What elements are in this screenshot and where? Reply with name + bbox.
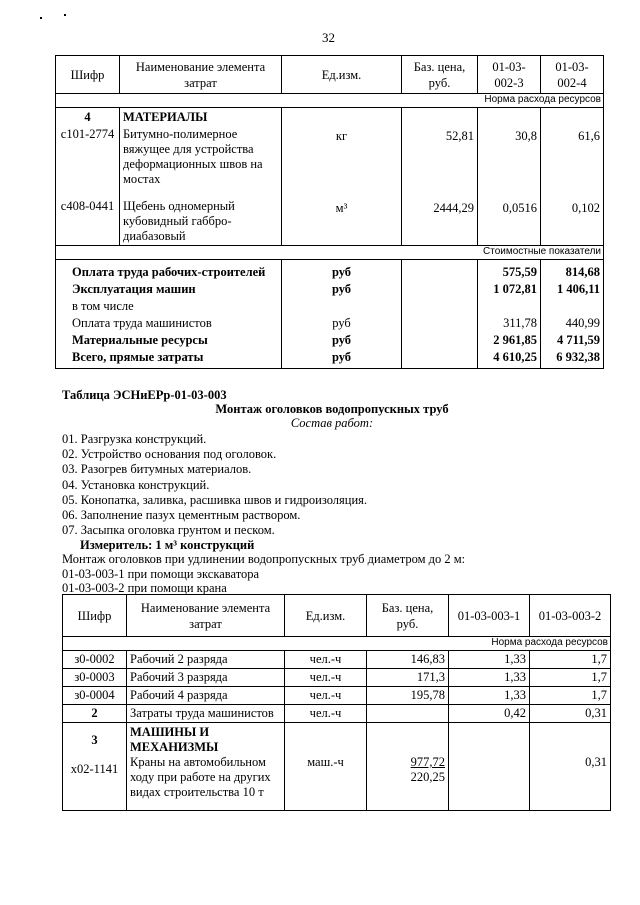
- resource-table-1: [55, 55, 604, 369]
- table-row: [63, 669, 611, 687]
- work-item: 04. Установка конструкций.: [62, 477, 210, 492]
- materials-block: [56, 108, 604, 246]
- summary-value-1: 575,59: [502, 265, 537, 279]
- table-row: [63, 651, 611, 669]
- row-name: Битумно-полимерное вяжущее для устройства деформационных швов на мостах: [123, 127, 263, 186]
- row-name: Рабочий 4 разряда: [127, 687, 285, 705]
- scan-speck: [64, 14, 66, 16]
- header-name: Наименование элемента затрат: [120, 56, 282, 94]
- summary-value-2: 440,99: [565, 316, 600, 330]
- summary-unit: руб: [332, 316, 351, 330]
- summary-name: Эксплуатация машин: [72, 282, 196, 296]
- row-unit: чел.-ч: [285, 705, 367, 723]
- summary-unit: руб: [331, 350, 352, 364]
- header-col-2: 01-03-003-2: [530, 595, 611, 637]
- header-col-1: 01-03-003-1: [449, 595, 530, 637]
- row-value-1: 1,33: [449, 669, 530, 687]
- row-value-2: 0,102: [571, 201, 600, 215]
- header-code: Шифр: [56, 56, 120, 94]
- row-price: 977,72: [410, 755, 445, 769]
- row-price: 195,78: [367, 687, 449, 705]
- table-header-row: [63, 595, 611, 637]
- summary-value-1: 4 610,25: [493, 350, 537, 364]
- resource-table-2: [62, 594, 611, 811]
- section-subheading: Состав работ:: [290, 416, 374, 430]
- row-value-2: 1,7: [530, 687, 611, 705]
- page-number: 32: [322, 30, 335, 45]
- summary-value-1: 1 072,81: [493, 282, 537, 296]
- header-code: Шифр: [63, 595, 127, 637]
- row-name: Краны на автомобильном ходу при работе на других видах строительства 10 т: [130, 755, 271, 799]
- work-item: 02. Устройство основания под оголовок.: [62, 447, 277, 462]
- row-code: 2: [63, 705, 127, 723]
- row-unit: м³: [335, 201, 348, 215]
- row-value-1: 0,0516: [502, 201, 537, 215]
- summary-name: Всего, прямые затраты: [72, 350, 204, 364]
- summary-unit: руб: [331, 333, 352, 347]
- summary-value-2: 1 406,11: [556, 282, 600, 296]
- row-code: с408-0441: [60, 199, 115, 213]
- summary-value-2: 4 711,59: [556, 333, 600, 347]
- summary-name: Материальные ресурсы: [72, 333, 208, 347]
- section-title: МАШИНЫ И МЕХАНИЗМЫ: [130, 725, 219, 754]
- header-unit: Ед.изм.: [285, 595, 367, 637]
- row-code: з0-0002: [63, 651, 127, 669]
- summary-name: Оплата труда рабочих-строителей: [72, 265, 266, 279]
- summary-name: в том числе: [72, 299, 134, 313]
- summary-block: [56, 260, 604, 369]
- row-price: 146,83: [367, 651, 449, 669]
- summary-value-1: 2 961,85: [493, 333, 537, 347]
- header-price: Баз. цена, руб.: [402, 56, 478, 94]
- row-name: Затраты труда машинистов: [127, 705, 285, 723]
- work-item: 01. Разгрузка конструкций.: [62, 432, 207, 446]
- row-code: з0-0003: [63, 669, 127, 687]
- section-number: 3: [91, 733, 98, 747]
- variant-1: 01-03-003-1 при помощи экскаватора: [62, 567, 260, 581]
- work-item: 07. Засыпка оголовка грунтом и песком.: [62, 523, 275, 538]
- work-item: 05. Конопатка, заливка, расшивка швов и гидроизоляция.: [62, 492, 368, 507]
- row-value-1: 0,42: [449, 705, 530, 723]
- summary-value-2: [544, 298, 600, 315]
- summary-name: Оплата труда машинистов: [72, 316, 212, 330]
- description: Монтаж оголовков при удлинении водопропускных труб диаметром до 2 м:: [62, 552, 466, 566]
- norm-label: Норма расхода ресурсов: [63, 637, 611, 651]
- header-unit: Ед.изм.: [282, 56, 402, 94]
- row-value-2: 0,31: [530, 705, 611, 723]
- work-list: [62, 432, 367, 538]
- row-value-1: 30,8: [515, 129, 537, 143]
- norm-label: Норма расхода ресурсов: [56, 94, 604, 108]
- section-heading: Монтаж оголовков водопропускных труб: [215, 402, 449, 416]
- summary-value-2: 6 932,38: [556, 350, 600, 364]
- header-price: Баз. цена, руб.: [367, 595, 449, 637]
- cost-label: Стоимостные показатели: [56, 246, 604, 260]
- row-price: 52,81: [445, 129, 474, 143]
- machines-block: [63, 723, 611, 811]
- section-title: МАТЕРИАЛЫ: [123, 110, 208, 124]
- measure-unit: Измеритель: 1 м³ конструкций: [80, 538, 255, 552]
- table-title: Таблица ЭСНиЕРр-01-03-003: [62, 388, 227, 402]
- work-item: 06. Заполнение пазух цементным раствором.: [62, 508, 301, 523]
- summary-unit: руб: [331, 282, 352, 296]
- row-code: х02-1141: [70, 762, 119, 776]
- row-value-2: 0,31: [585, 755, 607, 769]
- row-name: Рабочий 3 разряда: [127, 669, 285, 687]
- row-price: [367, 705, 449, 723]
- row-unit: чел.-ч: [285, 687, 367, 705]
- header-col-1: 01-03-002-3: [478, 56, 541, 94]
- summary-unit: руб: [331, 265, 352, 279]
- summary-value-1: 311,78: [503, 316, 537, 330]
- row-value-1: 1,33: [449, 651, 530, 669]
- scan-speck: [40, 17, 42, 19]
- row-unit: кг: [335, 129, 348, 143]
- row-code: с101-2774: [60, 127, 115, 141]
- row-code: з0-0004: [63, 687, 127, 705]
- table-row: [63, 705, 611, 723]
- row-unit: чел.-ч: [285, 651, 367, 669]
- row-value-2: 1,7: [530, 669, 611, 687]
- row-unit: чел.-ч: [285, 669, 367, 687]
- work-item: 03. Разогрев битумных материалов.: [62, 462, 252, 477]
- table-header-row: [56, 56, 604, 94]
- row-value-2: 61,6: [578, 129, 600, 143]
- summary-value-2: 814,68: [565, 265, 600, 279]
- table-row: [63, 687, 611, 705]
- row-price: 171,3: [367, 669, 449, 687]
- row-unit: маш.-ч: [307, 755, 344, 769]
- row-price: 2444,29: [433, 201, 474, 215]
- variant-2: 01-03-003-2 при помощи крана: [62, 581, 227, 595]
- header-name: Наименование элемента затрат: [127, 595, 285, 637]
- row-value-1: 1,33: [449, 687, 530, 705]
- row-name: Рабочий 2 разряда: [127, 651, 285, 669]
- header-col-2: 01-03-002-4: [541, 56, 604, 94]
- section-number: 4: [84, 110, 91, 124]
- summary-unit: [285, 298, 398, 315]
- row-value-2: 1,7: [530, 651, 611, 669]
- summary-value-1: [481, 298, 537, 315]
- row-price-secondary: 220,25: [410, 770, 445, 784]
- row-name: Щебень одномерный кубовидный габбро-диабазовый: [123, 199, 235, 243]
